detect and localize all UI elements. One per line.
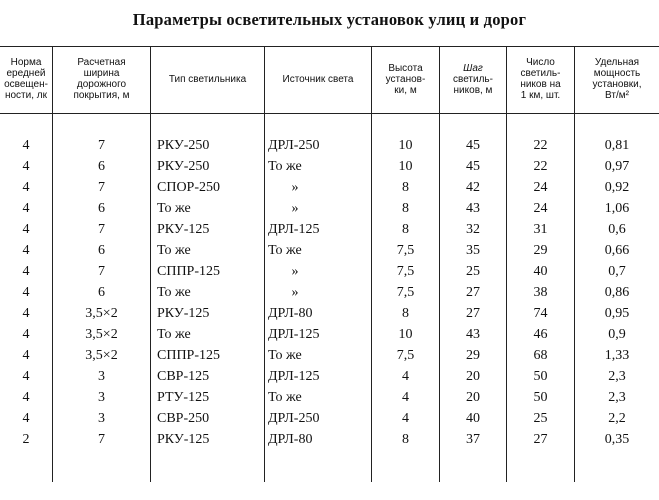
cell-road-width: 7: [98, 138, 105, 153]
cell-spacing: 25: [466, 264, 480, 279]
cell-specific-power: 2,3: [608, 369, 626, 384]
cell-luminaire-type: СВР-250: [157, 411, 210, 426]
cell-norm: 4: [22, 222, 30, 237]
cell-spacing: 45: [466, 159, 480, 174]
cell-norm: 4: [22, 180, 30, 195]
cell-light-source: То же: [268, 159, 302, 174]
cell-norm: 4: [22, 348, 30, 363]
cell-spacing: 43: [466, 201, 480, 216]
cell-road-width: 7: [98, 222, 105, 237]
cell-mount-height: 8: [402, 180, 409, 195]
cell-norm: 4: [22, 306, 30, 321]
header-spacing: Шаг светиль- ников, м: [453, 62, 493, 96]
cell-mount-height: 7,5: [396, 243, 415, 258]
cell-count-per-km: 46: [533, 327, 548, 342]
cell-light-source: ДРЛ-125: [268, 327, 320, 342]
cell-luminaire-type: То же: [157, 327, 191, 342]
cell-norm: 4: [22, 327, 30, 342]
cell-luminaire-type: РТУ-125: [157, 390, 210, 405]
header-bottom-rule: [0, 113, 659, 114]
cell-luminaire-type: РКУ-125: [157, 432, 210, 447]
cell-road-width: 3,5×2: [85, 327, 118, 342]
header-norm: Норма ередней освещен- ности, лк: [4, 57, 48, 101]
cell-specific-power: 0,7: [608, 264, 626, 279]
cell-road-width: 3,5×2: [85, 306, 118, 321]
cell-count-per-km: 40: [533, 264, 548, 279]
cell-mount-height: 10: [398, 138, 413, 153]
cell-specific-power: 0,66: [604, 243, 630, 258]
cell-specific-power: 0,95: [604, 306, 630, 321]
cell-specific-power: 1,06: [604, 201, 630, 216]
cell-luminaire-type: То же: [157, 285, 191, 300]
cell-spacing: 43: [466, 327, 480, 342]
cell-light-source: ДРЛ-125: [268, 369, 320, 384]
cell-spacing: 27: [466, 285, 480, 300]
cell-mount-height: 7,5: [396, 348, 415, 363]
cell-spacing: 37: [466, 432, 480, 447]
cell-spacing: 40: [466, 411, 480, 426]
cell-mount-height: 10: [398, 327, 413, 342]
cell-specific-power: 0,86: [604, 285, 630, 300]
cell-spacing: 29: [466, 348, 480, 363]
cell-spacing: 20: [466, 390, 480, 405]
cell-spacing: 35: [466, 243, 480, 258]
cell-light-source: »: [291, 180, 299, 195]
cell-road-width: 6: [98, 201, 105, 216]
cell-light-source: То же: [268, 243, 302, 258]
table-title: Параметры осветительных установок улиц и дорог: [132, 10, 527, 29]
cell-light-source: ДРЛ-250: [268, 411, 320, 426]
cell-light-source: »: [291, 264, 299, 279]
cell-norm: 4: [22, 243, 30, 258]
cell-road-width: 7: [98, 432, 105, 447]
cell-specific-power: 1,33: [604, 348, 630, 363]
cell-light-source: ДРЛ-80: [268, 306, 313, 321]
cell-luminaire-type: РКУ-250: [157, 159, 210, 174]
cell-specific-power: 2,2: [608, 411, 626, 426]
cell-specific-power: 0,92: [604, 180, 630, 195]
cell-norm: 4: [22, 201, 30, 216]
cell-mount-height: 10: [398, 159, 413, 174]
cell-norm: 4: [22, 285, 30, 300]
cell-road-width: 7: [98, 180, 105, 195]
header-mount-height: Высота установ- ки, м: [385, 62, 426, 96]
cell-count-per-km: 22: [533, 138, 548, 153]
cell-norm: 4: [22, 411, 30, 426]
cell-luminaire-type: СППР-125: [157, 348, 221, 363]
cell-specific-power: 0,6: [608, 222, 626, 237]
header-luminaire-type: Тип светильника: [168, 73, 247, 85]
cell-specific-power: 0,81: [604, 138, 630, 153]
cell-light-source: ДРЛ-250: [268, 138, 320, 153]
cell-road-width: 3: [98, 411, 105, 426]
cell-luminaire-type: То же: [157, 243, 191, 258]
cell-luminaire-type: СППР-125: [157, 264, 221, 279]
cell-spacing: 45: [466, 138, 480, 153]
cell-light-source: »: [291, 201, 299, 216]
cell-road-width: 7: [98, 264, 105, 279]
cell-specific-power: 0,9: [608, 327, 626, 342]
cell-count-per-km: 31: [533, 222, 548, 237]
cell-luminaire-type: То же: [157, 201, 191, 216]
cell-luminaire-type: РКУ-125: [157, 306, 210, 321]
cell-luminaire-type: СПОР-250: [157, 180, 221, 195]
cell-norm: 4: [22, 390, 30, 405]
cell-light-source: То же: [268, 390, 302, 405]
cell-norm: 4: [22, 138, 30, 153]
cell-spacing: 27: [466, 306, 480, 321]
cell-spacing: 32: [466, 222, 480, 237]
cell-specific-power: 0,35: [604, 432, 630, 447]
cell-road-width: 3: [98, 369, 105, 384]
cell-norm: 2: [22, 432, 30, 447]
cell-count-per-km: 74: [533, 306, 548, 321]
cell-luminaire-type: СВР-125: [157, 369, 210, 384]
cell-light-source: То же: [268, 348, 302, 363]
header-specific-power: Удельная мощность установки, Вт/м²: [592, 57, 642, 101]
cell-light-source: »: [291, 285, 299, 300]
cell-count-per-km: 25: [533, 411, 548, 426]
cell-spacing: 42: [466, 180, 480, 195]
cell-mount-height: 8: [402, 306, 409, 321]
cell-luminaire-type: РКУ-250: [157, 138, 210, 153]
header-light-source: Источник света: [282, 73, 354, 85]
cell-light-source: ДРЛ-125: [268, 222, 320, 237]
cell-count-per-km: 50: [533, 369, 548, 384]
cell-count-per-km: 29: [533, 243, 548, 258]
cell-count-per-km: 68: [533, 348, 548, 363]
cell-norm: 4: [22, 159, 30, 174]
cell-road-width: 3: [98, 390, 105, 405]
cell-specific-power: 0,97: [604, 159, 630, 174]
cell-mount-height: 8: [402, 222, 409, 237]
cell-road-width: 6: [98, 159, 105, 174]
cell-count-per-km: 22: [533, 159, 548, 174]
cell-spacing: 20: [466, 369, 480, 384]
cell-count-per-km: 38: [533, 285, 548, 300]
cell-mount-height: 8: [402, 201, 409, 216]
cell-road-width: 3,5×2: [85, 348, 118, 363]
cell-norm: 4: [22, 264, 30, 279]
cell-mount-height: 4: [402, 390, 409, 405]
cell-road-width: 6: [98, 285, 105, 300]
cell-norm: 4: [22, 369, 30, 384]
cell-count-per-km: 24: [533, 201, 548, 216]
cell-mount-height: 4: [402, 411, 409, 426]
cell-mount-height: 8: [402, 432, 409, 447]
cell-mount-height: 7,5: [396, 264, 415, 279]
header-road-width: Расчетная ширина дорожного покрытия, м: [73, 57, 130, 101]
cell-count-per-km: 50: [533, 390, 548, 405]
cell-light-source: ДРЛ-80: [268, 432, 313, 447]
cell-mount-height: 4: [402, 369, 409, 384]
cell-luminaire-type: РКУ-125: [157, 222, 210, 237]
cell-road-width: 6: [98, 243, 105, 258]
header-count-per-km: Число светиль- ников на 1 км, шт.: [520, 57, 561, 101]
cell-specific-power: 2,3: [608, 390, 626, 405]
cell-count-per-km: 24: [533, 180, 548, 195]
cell-mount-height: 7,5: [396, 285, 415, 300]
cell-count-per-km: 27: [533, 432, 548, 447]
